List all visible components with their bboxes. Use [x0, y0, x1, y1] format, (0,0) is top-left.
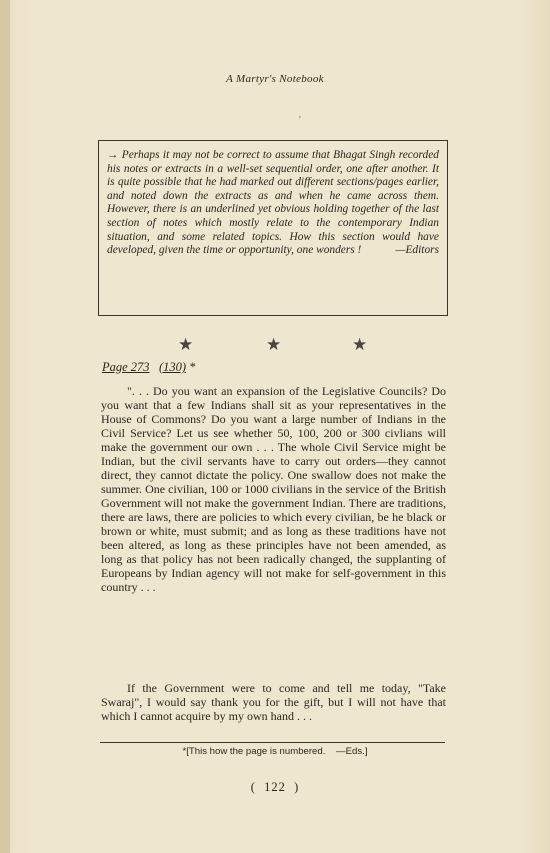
running-head: A Martyr's Notebook [226, 73, 324, 85]
section-separator [0, 335, 550, 355]
quotation-body [101, 384, 446, 594]
footnote-rule [100, 742, 445, 743]
star-icon: ★ [178, 335, 194, 354]
editors-signature: —Editors [395, 244, 439, 257]
page-ref-label: Page 273 [102, 360, 150, 374]
editors-note-text [107, 149, 439, 258]
arrow-icon: → [107, 149, 119, 161]
binding-gutter [0, 0, 10, 853]
page-number: ( 122 ) [250, 780, 300, 794]
editors-note-box [98, 140, 448, 316]
star-icon: ★ [352, 335, 368, 354]
page-reference [102, 360, 195, 375]
tick-mark: ' [299, 115, 301, 126]
footnote: *[This how the page is numbered. —Eds.] [182, 746, 368, 757]
editors-note-body: Perhaps it may not be correct to assume that Bhagat Singh recorded his notes or extracts in a well-set sequential order, one after another. It is quite possible that he had marked out different sections/pages earlier, and noted down the extracts as and when he came across them. However, there is an underlined yet obvious holding together of the last section of notes which mostly relate to the contemporary Indian situation, and some related topics. How this section would have developed, given the time or opportunity, one wonders ! [107, 149, 440, 257]
quotation-paragraph-1: ". . . Do you want an expansion of the Legislative Councils? Do you want that a few Indians shall sit as your representatives in the House of Commons? Do you want a large number of Indians in the Civil Service? Let us see whether 50, 100, 200 or 300 civlians will make the government our own . . . The whole Civil Service might be Indian, but the civil servants have to carry out orders—they cannot direct, they cannot dictate the policy. One swallow does not make the summer. One civilian, 100 or 1000 civilians in the service of the British Government will not make the government Indian. There are traditions, there are laws, there are policies to which every civilian, be he black or brown or white, must submit; and as long as these traditions have not been altered, as long as these principles have not been amended, as long as that policy has not been radically changed, the supplanting of Europeans by Indian agency will not make for self-government in this country . . . [101, 384, 446, 594]
quotation-paragraph-2: If the Government were to come and tell me today, "Take Swaraj", I would say thank you for the gift, but I will not have that which I cannot acquire by my own hand . . . [101, 681, 446, 723]
page-ref-asterisk: * [189, 360, 196, 374]
star-icon: ★ [266, 335, 282, 354]
page-ref-number: (130) [158, 360, 187, 374]
